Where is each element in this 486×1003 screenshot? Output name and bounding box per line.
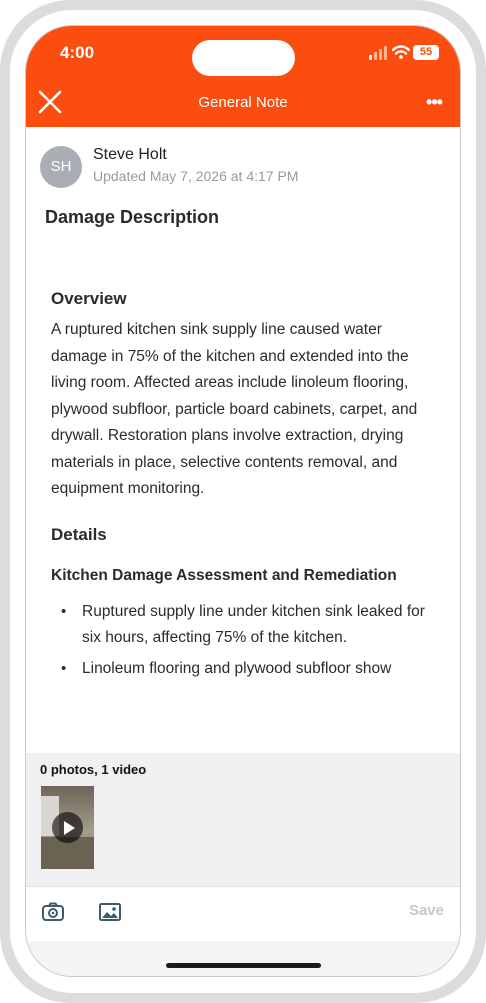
gallery-icon[interactable]	[98, 900, 122, 924]
author-name: Steve Holt	[93, 146, 167, 163]
avatar: SH	[40, 146, 82, 188]
camera-icon[interactable]	[41, 900, 65, 924]
signal-icon	[368, 46, 388, 60]
media-count: 0 photos, 1 video	[40, 762, 147, 777]
video-thumbnail[interactable]	[41, 786, 94, 869]
play-icon[interactable]	[52, 812, 83, 843]
list-item: • Ruptured supply line under kitchen sink leaked for six hours, affecting 75% of the kitchen.	[51, 599, 435, 652]
note-title: Damage Description	[45, 207, 220, 227]
app-screen	[26, 26, 460, 976]
list-item: • Linoleum flooring and plywood subfloor show	[51, 656, 435, 683]
save-button[interactable]: Save	[408, 902, 444, 919]
bottom-toolbar	[26, 886, 460, 942]
details-subheading: Kitchen Damage Assessment and Remediation	[51, 566, 397, 584]
status-time: 4:00	[60, 43, 95, 62]
media-panel	[26, 753, 460, 886]
home-area	[26, 941, 460, 976]
details-heading: Details	[51, 524, 107, 544]
updated-timestamp: Updated May 7, 2026 at 4:17 PM	[93, 168, 299, 184]
wifi-icon	[392, 45, 410, 59]
note-body[interactable]	[51, 289, 435, 686]
app-header	[26, 26, 460, 127]
dynamic-island	[192, 40, 295, 76]
author-block	[40, 146, 440, 190]
details-list	[51, 599, 435, 683]
home-indicator[interactable]	[166, 963, 321, 968]
page-title: General Note	[198, 94, 288, 111]
overview-heading: Overview	[51, 289, 127, 308]
overview-text: A ruptured kitchen sink supply line caused water damage in 75% of the kitchen and extended into the living room. Affected areas include linoleum flooring, plywood subfloor, particle board cabinets, carpet, and drywall. Restoration plans involve extraction, drying materials in place, selective contents removal, and equipment monitoring.	[51, 321, 418, 497]
battery-icon: 55	[413, 45, 439, 60]
more-icon[interactable]: •••	[426, 92, 442, 112]
